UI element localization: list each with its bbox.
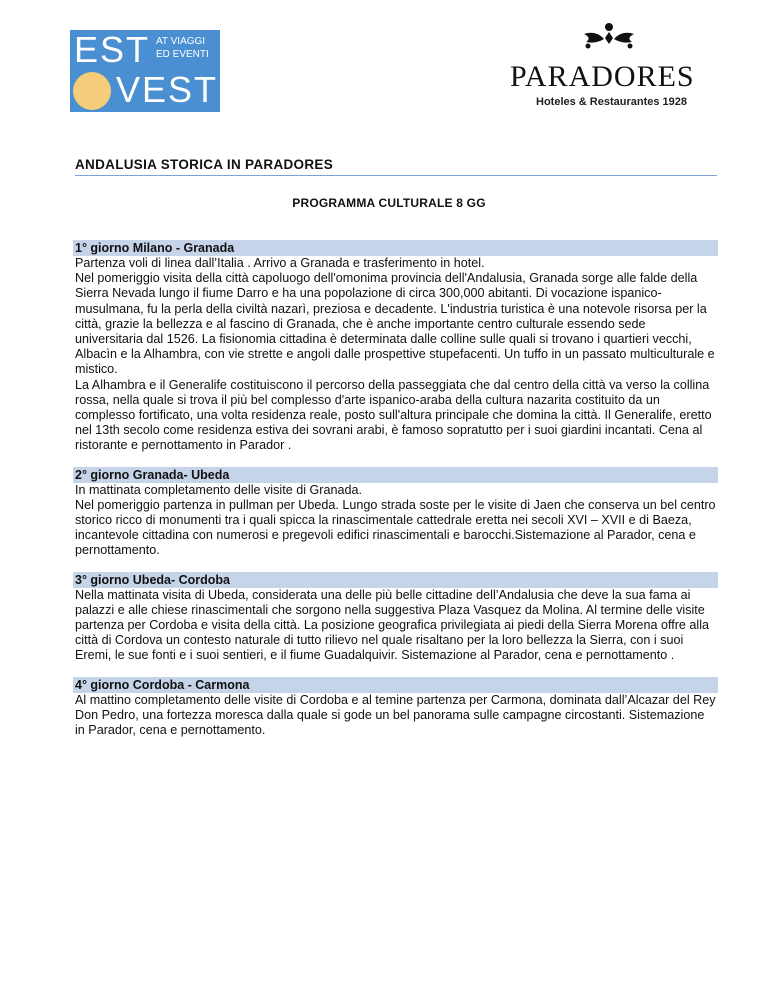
document-title: ANDALUSIA STORICA IN PARADORES: [75, 157, 717, 176]
paradores-logo: [508, 22, 708, 114]
day-header: 3° giorno Ubeda- Cordoba: [73, 572, 718, 588]
day-section: [73, 677, 718, 739]
logo-subtitle-1: AT VIAGGI: [156, 36, 206, 47]
day-paragraph: La Alhambra e il Generalife costituiscono il percorso della passeggiata che dal centro della città va verso la collina rossa, nella quale si trova il più bel complesso d'arte ispanico-araba della cultura nazarita costituito da un complesso fortificato, una volta residenza reale, posto sull'altura principale che domina la città. Il Generalife, eretto nel 13th secolo come residenza estiva dei sovrani arabi, è famoso sopratutto per i suoi giardini incantati. Cena al ristorante e pernottamento in Parador .: [75, 377, 712, 453]
day-header: 2° giorno Granada- Ubeda: [73, 467, 718, 483]
itinerary: [73, 240, 718, 751]
logo-subtitle-2: ED EVENTI: [156, 49, 209, 60]
logo-sun-circle: [73, 72, 111, 110]
day-paragraph: Al mattino completamento delle visite di Cordoba e al temine partenza per Carmona, dominata dall’Alcazar del Rey Don Pedro, una fortezza moresca dalla quale si gode un bel panorama sulle campagne circostanti. Sistemazione in Parador, cena e pernottamento.: [75, 692, 716, 738]
logo-text-vest: VEST: [116, 69, 219, 110]
logo-text-est: EST: [74, 30, 151, 70]
day-paragraph: Nel pomeriggio visita della città capoluogo dell'omonima provincia dell'Andalusia, Granada sorge alle falde della Sierra Nevada lungo il fiume Darro e ha una popolazione di circa 300,000 abitanti. Di vocazione ispanico-musulmana, fu la perla della civiltà nazarì, preziosa e decadente. L'industria turistica è una notevole risorsa per la città, grazie la bellezza e al fascino di Granada, che è anche importante centro culturale essendo sede universitaria dal 1526. La fisionomia cittadina è determinata dalle colline sulle quali si trovano i quartieri vecchi, Albacìn e la Alhambra, con vie strette e angoli dalle prospettive stupefacenti. Un tuffo in un passato multiculturale e mistico.: [75, 271, 715, 377]
day-paragraph: Partenza voli di linea dall’Italia . Arrivo a Granada e trasferimento in hotel.: [75, 256, 485, 270]
day-header: 1° giorno Milano - Granada: [73, 240, 718, 256]
day-section: [73, 572, 718, 664]
day-section: [73, 240, 718, 454]
document-subtitle: PROGRAMMA CULTURALE 8 GG: [292, 196, 486, 210]
day-paragraph: Nella mattinata visita di Ubeda, considerata una delle più belle cittadine dell’Andalusia che deve la sua fama ai palazzi e alle chiese rinascimentali che sorgono nella suggestiva Plaza Vasquez da Molina. Al termine delle visite partenza per Cordoba e visita della città. La posizione geografica privilegiata ai piedi della Sierra Morena offre alla città di Cordova un contesto naturale di tutto rilievo nel quale risaltano per la loro bellezza la Sierra, con i suoi Eremi, le sue fonti e i suoi sentieri, e il fiume Guadalquivir. Sistemazione al Parador, cena e pernottamento .: [75, 587, 710, 663]
paradores-emblem-icon: [580, 22, 638, 52]
day-header: 4° giorno Cordoba - Carmona: [73, 677, 718, 693]
estovest-logo: [70, 30, 220, 112]
day-section: [73, 467, 718, 559]
day-paragraph: Nel pomeriggio partenza in pullman per Ubeda. Lungo strada soste per le visite di Jaen che conserva un bel centro storico ricco di monumenti tra i quali spicca la rinascimentale cattedrale eretta nei secoli XVI – XVII e di Baeza, incantevole cittadina con numerosi e pregevoli edifici rinascimentali e barocchi.Sistemazione al Parador, cena e pernottamento.: [75, 497, 716, 558]
day-paragraph: In mattinata completamento delle visite di Granada.: [75, 482, 363, 497]
paradores-name: PARADORES: [510, 60, 695, 93]
paradores-tagline: Hoteles & Restaurantes 1928: [536, 96, 688, 108]
